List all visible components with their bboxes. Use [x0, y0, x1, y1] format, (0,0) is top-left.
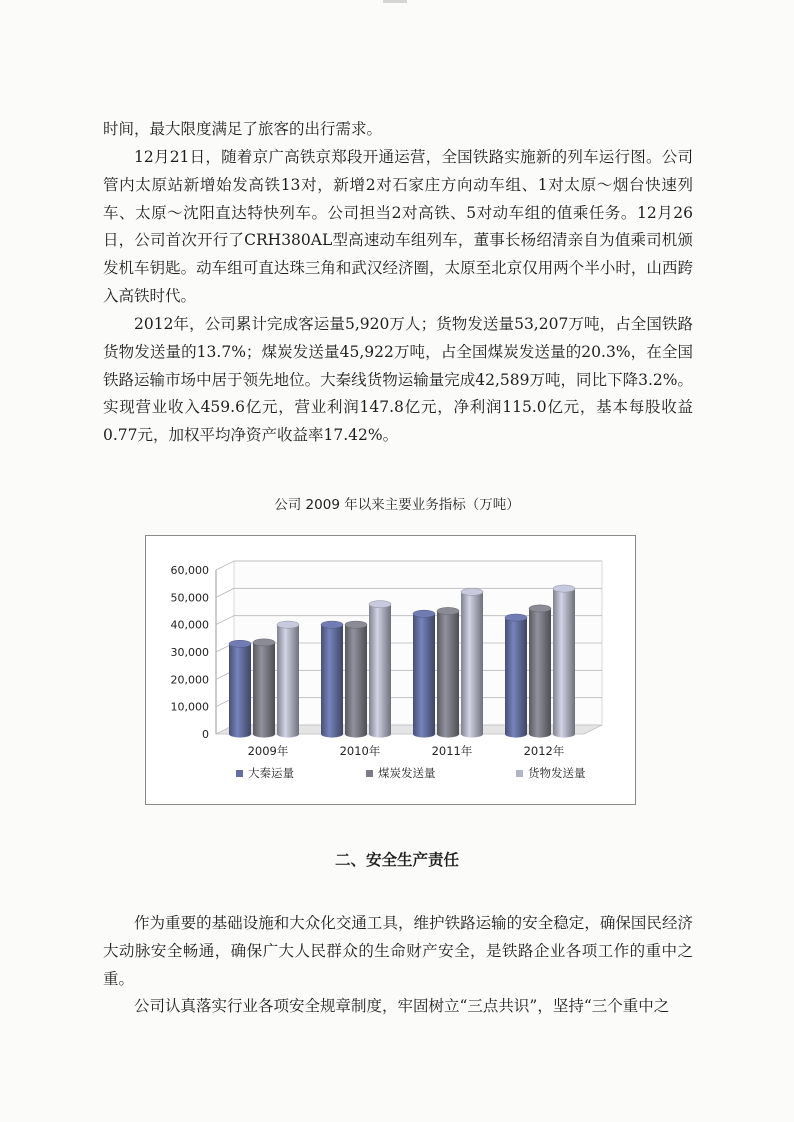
bar-货物发送量-2009年 — [277, 625, 299, 738]
chart-title: 公司 2009 年以来主要业务指标（万吨） — [274, 497, 520, 513]
legend-label: 煤炭发送量 — [378, 766, 436, 780]
bar-大秦运量-2011年 — [413, 614, 435, 738]
y-tick-label: 0 — [202, 728, 209, 741]
bar-货物发送量-2012年 — [553, 589, 575, 738]
bar-top — [277, 621, 299, 628]
legend-swatch — [516, 770, 523, 777]
bar-煤炭发送量-2010年 — [345, 625, 367, 738]
bar-top — [229, 640, 251, 647]
legend-label: 大秦运量 — [248, 766, 294, 780]
bar-大秦运量-2010年 — [321, 625, 343, 738]
bar-煤炭发送量-2009年 — [253, 642, 275, 737]
bar-top — [461, 588, 483, 595]
paragraph-3: 2012年，公司累计完成客运量5,920万人；货物发送量53,207万吨，占全国铁路货物发送量的13.7%；煤炭发送量45,922万吨，占全国煤炭发送量的20.3%，在全国铁路运输市场中居于领先地位。大秦线货物运输量完成42,589万吨，同比下降3.2%。实现营业收入459.6亿元，营业利润147.8亿元，净利润115.0亿元，基本每股收益0.77元，加权平均净资产收益率17.42%。 — [103, 315, 693, 445]
bar-top — [345, 621, 367, 628]
bar-top — [253, 639, 275, 646]
paragraph-1: 时间，最大限度满足了旅客的出行需求。 — [103, 120, 383, 138]
bar-top — [505, 614, 527, 621]
bar-top — [369, 601, 391, 608]
bar-煤炭发送量-2011年 — [437, 611, 459, 738]
y-tick-label: 30,000 — [170, 646, 209, 659]
x-tick-label: 2012年 — [523, 744, 565, 758]
y-tick-label: 60,000 — [170, 564, 209, 577]
x-tick-label: 2009年 — [247, 744, 289, 758]
legend-swatch — [366, 770, 373, 777]
y-tick-label: 50,000 — [170, 591, 209, 605]
chart-frame — [145, 535, 636, 805]
y-tick-label: 20,000 — [170, 673, 209, 687]
section-heading: 二、安全生产责任 — [334, 851, 459, 869]
paragraph-4: 作为重要的基础设施和大众化交通工具，维护铁路运输的安全稳定，确保国民经济大动脉安全畅通，确保广大人民群众的生命财产安全，是铁路企业各项工作的重中之重。 — [103, 914, 693, 988]
x-tick-label: 2010年 — [339, 744, 381, 758]
page-top-mark — [383, 0, 407, 3]
bar-货物发送量-2010年 — [369, 604, 391, 737]
y-tick-label: 40,000 — [170, 618, 209, 632]
bar-货物发送量-2011年 — [461, 592, 483, 738]
x-tick-label: 2011年 — [431, 744, 473, 758]
legend-swatch — [236, 770, 243, 777]
bar-chart — [146, 536, 635, 804]
bar-top — [321, 621, 343, 628]
bar-top — [553, 585, 575, 592]
paragraph-5: 公司认真落实行业各项安全规章制度，牢固树立“三点共识”，坚持“三个重中之 — [134, 997, 670, 1015]
bar-煤炭发送量-2012年 — [529, 608, 551, 737]
bar-大秦运量-2009年 — [229, 644, 251, 738]
bar-top — [437, 607, 459, 614]
bar-top — [413, 610, 435, 617]
bar-top — [529, 605, 551, 612]
legend-label: 货物发送量 — [528, 766, 586, 780]
bar-大秦运量-2012年 — [505, 618, 527, 738]
y-tick-label: 10,000 — [170, 700, 209, 714]
paragraph-2: 12月21日，随着京广高铁京郑段开通运营，全国铁路实施新的列车运行图。公司管内太原站新增始发高铁13对，新增2对石家庄方向动车组、1对太原～烟台快速列车、太原～沈阳直达特快列车。公司担当2对高铁、5对动车组的值乘任务。12月26日，公司首次开行了CRH380AL型高速动车组列车，董事长杨绍清亲自为值乘司机颁发机车钥匙。动车组可直达珠三角和武汉经济圈，太原至北京仅用两个半小时，山西跨入高铁时代。 — [103, 148, 693, 305]
